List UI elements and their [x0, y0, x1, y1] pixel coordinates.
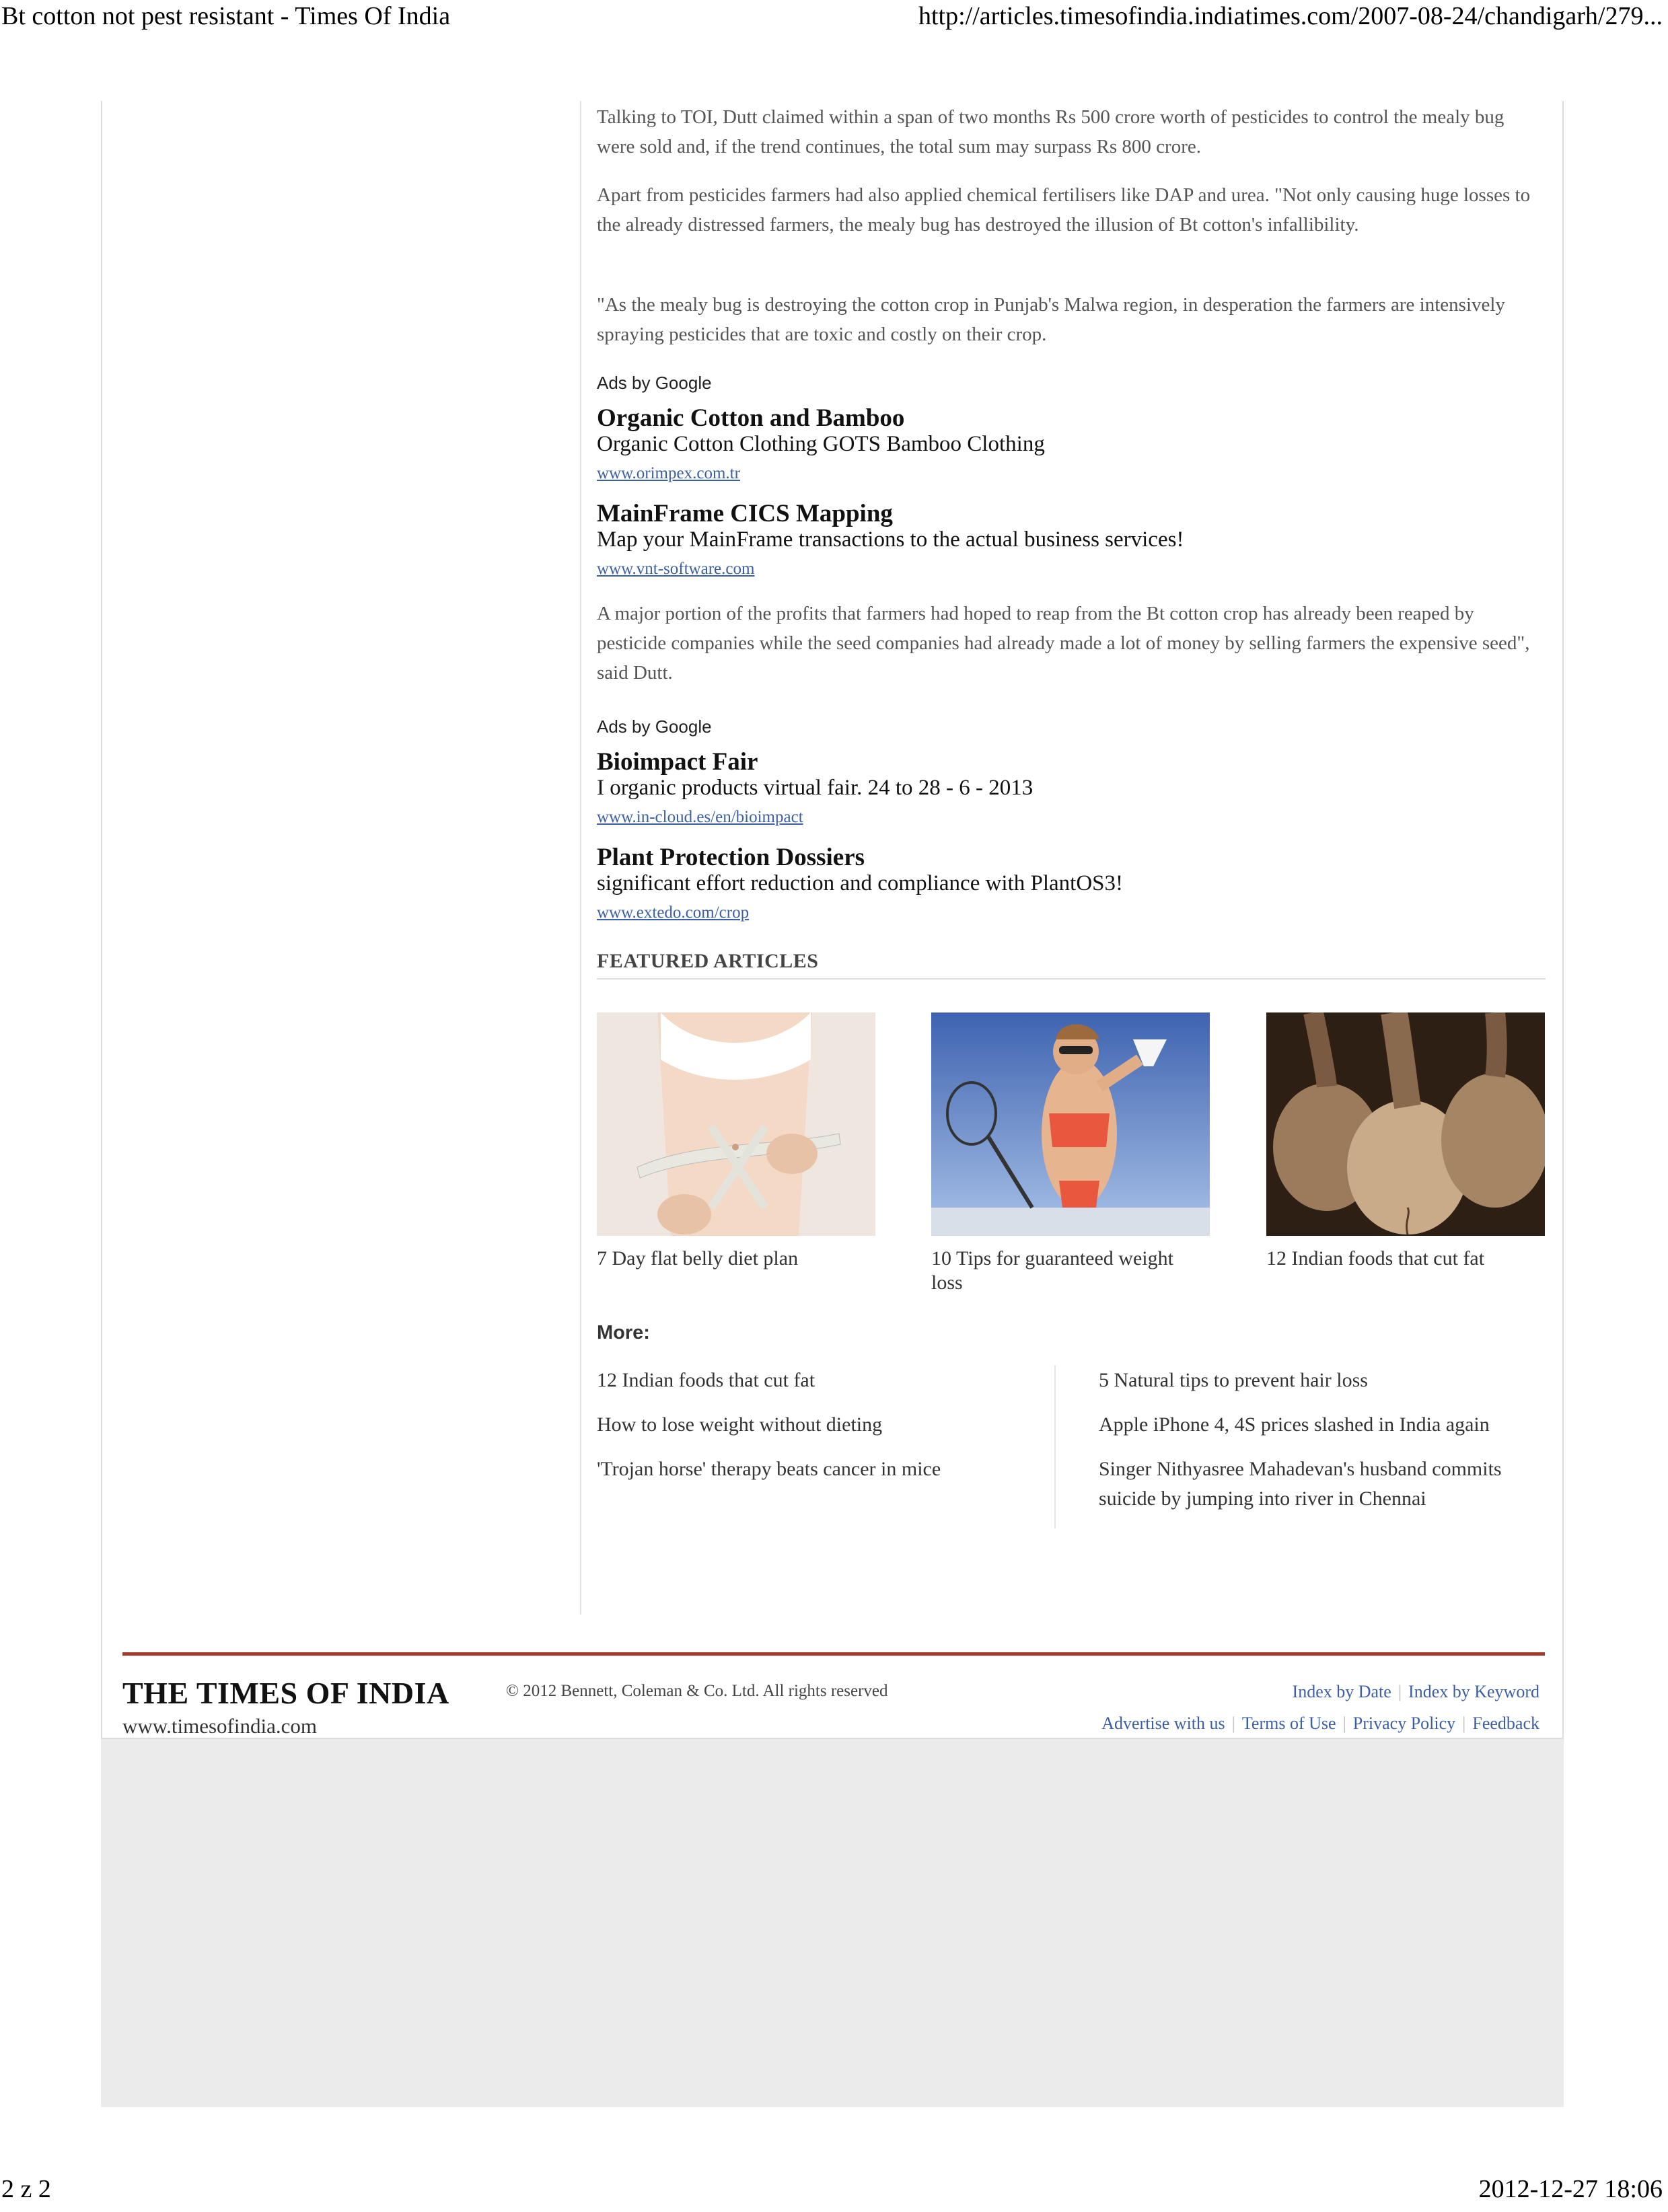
badminton-woman-image: [931, 1012, 1210, 1236]
ad-url-link[interactable]: www.in-cloud.es/en/bioimpact: [597, 808, 803, 826]
more-link[interactable]: 'Trojan horse' therapy beats cancer in mice: [597, 1458, 941, 1480]
waist-measure-image: [597, 1012, 875, 1236]
ad-url-link[interactable]: www.vnt-software.com: [597, 560, 755, 578]
featured-image-belly[interactable]: [597, 1012, 875, 1236]
article-paragraph: "As the mealy bug is destroying the cotton crop in Punjab's Malwa region, in desperation the farmers are intensively spraying pesticides that are toxic and costly on their crop.: [597, 294, 1505, 345]
garlic-bulbs-image: [1266, 1012, 1545, 1236]
more-link[interactable]: Apple iPhone 4, 4S prices slashed in India again: [1099, 1413, 1490, 1436]
ad-title-link[interactable]: MainFrame CICS Mapping: [597, 500, 893, 527]
ads-by-google-label: Ads by Google: [597, 373, 712, 393]
footer-links-row-1: [1293, 1682, 1539, 1702]
ad-description: Organic Cotton Clothing GOTS Bamboo Clothing: [597, 432, 1045, 456]
ad-title-link[interactable]: Plant Protection Dossiers: [597, 844, 865, 871]
print-footer-datetime: 2012-12-27 18:06: [1478, 2175, 1663, 2203]
featured-image-tips[interactable]: [931, 1012, 1210, 1236]
index-by-keyword-link[interactable]: Index by Keyword: [1408, 1682, 1539, 1701]
more-link[interactable]: Singer Nithyasree Mahadevan's husband commits suicide by jumping into river in Chennai: [1099, 1458, 1502, 1510]
left-rail: [104, 101, 580, 1615]
advertise-link[interactable]: Advertise with us: [1101, 1713, 1225, 1733]
more-link[interactable]: 5 Natural tips to prevent hair loss: [1099, 1369, 1368, 1391]
ad-title-link[interactable]: Bioimpact Fair: [597, 748, 758, 776]
feedback-link[interactable]: Feedback: [1472, 1713, 1539, 1733]
featured-caption-link[interactable]: 12 Indian foods that cut fat: [1266, 1247, 1485, 1269]
ad-description: I organic products virtual fair. 24 to 28 - 6 - 2013: [597, 776, 1034, 800]
separator: |: [1398, 1682, 1402, 1701]
privacy-link[interactable]: Privacy Policy: [1352, 1713, 1456, 1733]
page-frame: [101, 101, 1564, 2107]
terms-link[interactable]: Terms of Use: [1241, 1713, 1336, 1733]
brand-logo[interactable]: THE TIMES OF INDIA: [122, 1676, 449, 1710]
ad-title-link[interactable]: Organic Cotton and Bamboo: [597, 404, 905, 432]
ads-by-google-label: Ads by Google: [597, 716, 712, 737]
featured-caption-link[interactable]: 7 Day flat belly diet plan: [597, 1247, 799, 1269]
footer-links-row-2: [1101, 1713, 1539, 1734]
article-paragraph: Apart from pesticides farmers had also applied chemical fertilisers like DAP and urea. "Not only causing huge losses to the already distressed farmers, the mealy bug has destroyed the illusion of Bt cotton's infallibility.: [597, 184, 1531, 235]
more-label: More:: [597, 1322, 650, 1343]
brand-site-url: www.timesofindia.com: [122, 1714, 317, 1738]
print-header-url: http://articles.timesofindia.indiatimes.com/2007-08-24/chandigarh/279...: [918, 2, 1663, 30]
article-paragraph: Talking to TOI, Dutt claimed within a span of two months Rs 500 crore worth of pesticides to control the mealy bug were sold and, if the trend continues, the total sum may surpass Rs 800 crore.: [597, 106, 1504, 157]
ad-url-link[interactable]: www.extedo.com/crop: [597, 904, 750, 922]
index-by-date-link[interactable]: Index by Date: [1292, 1682, 1391, 1701]
copyright-text: © 2012 Bennett, Coleman & Co. Ltd. All rights reserved: [506, 1682, 888, 1700]
ad-url-link[interactable]: www.orimpex.com.tr: [597, 464, 740, 482]
more-links-left: [597, 1366, 1041, 1499]
featured-articles-heading: FEATURED ARTICLES: [597, 950, 1546, 980]
featured-image-foods[interactable]: [1266, 1012, 1545, 1236]
separator: |: [1342, 1713, 1346, 1733]
separator: |: [1462, 1713, 1466, 1733]
featured-caption-link[interactable]: 10 Tips for guaranteed weight loss: [931, 1247, 1173, 1294]
more-links-right: [1054, 1366, 1536, 1528]
print-header-title: Bt cotton not pest resistant - Times Of India: [1, 2, 451, 30]
print-footer-page: 2 z 2: [1, 2175, 51, 2203]
ad-description: Map your MainFrame transactions to the actual business services!: [597, 527, 1184, 552]
footer-rule: [122, 1652, 1545, 1656]
article-paragraph: A major portion of the profits that farmers had hoped to reap from the Bt cotton crop has already been reaped by pesticide companies while the seed companies had already made a lot of money by selling farmers the expensive seed", said Dutt.: [597, 603, 1530, 684]
content-divider: [580, 101, 581, 1615]
separator: |: [1231, 1713, 1235, 1733]
ad-description: significant effort reduction and compliance with PlantOS3!: [597, 871, 1124, 895]
more-link[interactable]: How to lose weight without dieting: [597, 1413, 883, 1436]
more-link[interactable]: 12 Indian foods that cut fat: [597, 1369, 815, 1391]
page-content: [101, 101, 1564, 1739]
